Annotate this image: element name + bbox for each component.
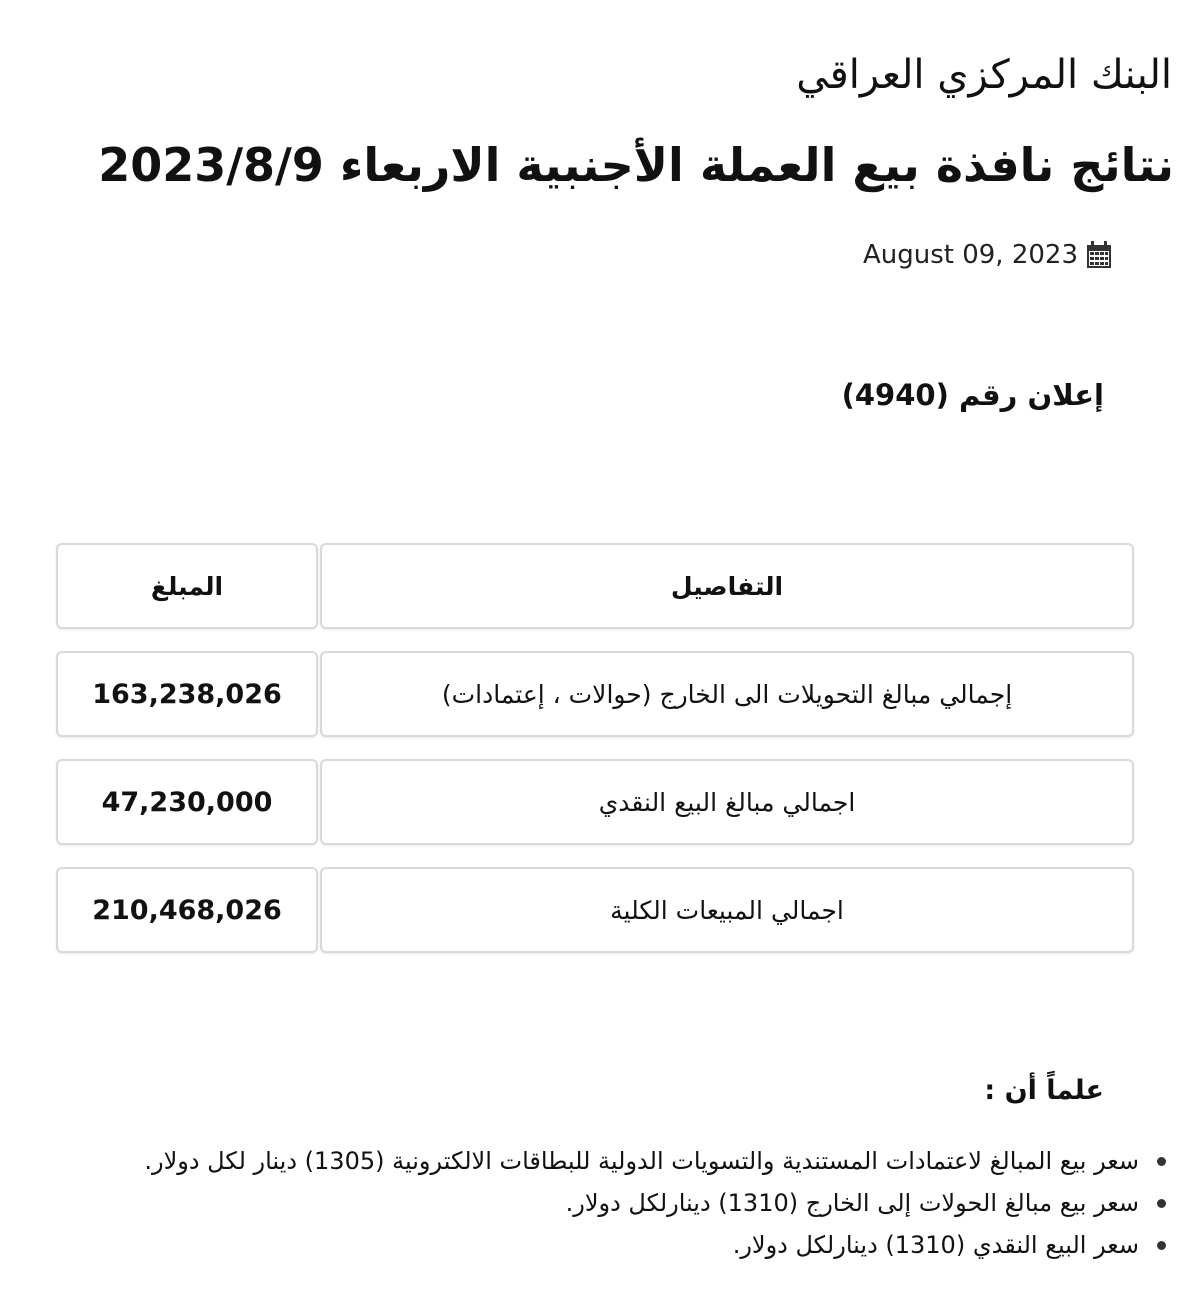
table-row xyxy=(56,867,1134,953)
bullet-icon xyxy=(1157,1199,1166,1208)
note-text: سعر البيع النقدي (1310) دينارلكل دولار. xyxy=(732,1231,1139,1259)
amount-cell: 163,238,026 xyxy=(56,651,318,737)
table-header-row xyxy=(56,543,1134,629)
list-item xyxy=(144,1140,1166,1182)
table-row xyxy=(56,759,1134,845)
details-cell: اجمالي مبالغ البيع النقدي xyxy=(320,759,1134,845)
list-item xyxy=(144,1182,1166,1224)
header-details: التفاصيل xyxy=(320,543,1134,629)
details-cell: إجمالي مبالغ التحويلات الى الخارج (حوالات ، إعتمادات) xyxy=(320,651,1134,737)
amount-cell: 47,230,000 xyxy=(56,759,318,845)
bullet-icon xyxy=(1157,1157,1166,1166)
announcement-number: إعلان رقم (4940) xyxy=(841,378,1104,412)
note-text: سعر بيع مبالغ الحولات إلى الخارج (1310) دينارلكل دولار. xyxy=(565,1189,1139,1217)
page-title: نتائج نافذة بيع العملة الأجنبية الاربعاء 2023/8/9 xyxy=(98,138,1174,192)
publish-date xyxy=(863,240,1112,270)
calendar-icon xyxy=(1086,241,1112,269)
notes-list xyxy=(144,1140,1166,1266)
header-amount: المبلغ xyxy=(56,543,318,629)
bullet-icon xyxy=(1157,1241,1166,1250)
details-cell: اجمالي المبيعات الكلية xyxy=(320,867,1134,953)
results-table xyxy=(56,543,1134,975)
date-text: August 09, 2023 xyxy=(862,240,1078,270)
note-text: سعر بيع المبالغ لاعتمادات المستندية والتسويات الدولية للبطاقات الالكترونية (1305) دينار لكل دولار. xyxy=(144,1147,1139,1175)
notes-heading: علماً أن : xyxy=(984,1075,1104,1106)
list-item xyxy=(144,1224,1166,1266)
bank-name: البنك المركزي العراقي xyxy=(796,52,1172,98)
amount-cell: 210,468,026 xyxy=(56,867,318,953)
table-row xyxy=(56,651,1134,737)
